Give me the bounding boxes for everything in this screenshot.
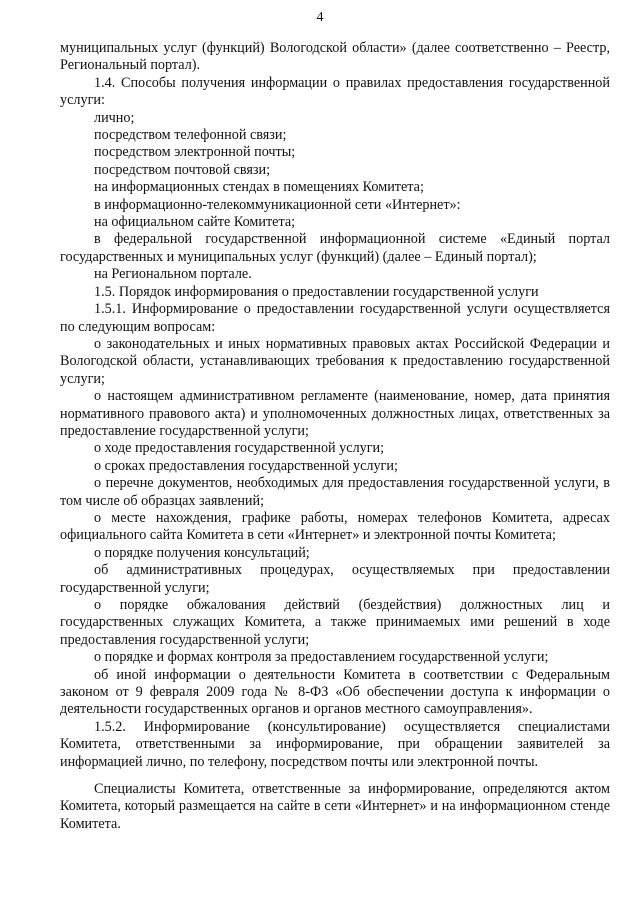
section-1-5-1-intro: 1.5.1. Информирование о предоставлении государственной услуги осуществляется по следующим вопросам: (60, 301, 610, 335)
list-item-consultations: о порядке получения консультаций; (94, 544, 310, 561)
list-item-regulation: о настоящем административном регламенте (наименование, номер, дата принятия нормативного правового акта) и уполномоченных должностных лицах, ответственных за предоставление государственной услуги; (60, 388, 610, 439)
list-item-post: посредством почтовой связи; (94, 161, 271, 178)
list-item-legislation: о законодательных и иных нормативных правовых актах Российской Федерации и Вологодской области, устанавливающих требования к предоставлению государственной услуги; (60, 335, 610, 387)
list-item-unified-portal: в федеральной государственной информационной системе «Единый портал государственных и муниципальных услуг (функций) (далее – Единый портал); (60, 231, 610, 265)
section-1-5-heading: 1.5. Порядок информирования о предоставлении государственной услуги (94, 283, 539, 300)
list-item-progress: о ходе предоставления государственной услуги; (94, 440, 385, 457)
list-item-phone: посредством телефонной связи; (94, 127, 287, 144)
list-item-other-info: об иной информации о деятельности Комитета в соответствии с Федеральным законом от 9 февраля 2009 года № 8-ФЗ «Об обеспечении доступа к информации о деятельности государственных органов и органов местного самоуправления». (60, 666, 610, 718)
paragraph-specialists: Специалисты Комитета, ответственные за информирование, определяются актом Комитета, который размещается на сайте в сети «Интернет» и на информационном стенде Комитета. (60, 781, 610, 832)
list-item-location: о месте нахождения, графике работы, номерах телефонов Комитета, адресах официального сайта Комитета в сети «Интернет» и электронной почты Комитета; (60, 509, 610, 544)
list-item-documents: о перечне документов, необходимых для предоставления государственной услуги, в том числе об образцах заявлений; (60, 475, 610, 509)
list-item-appeals: о порядке обжалования действий (бездействия) должностных лиц и государственных служащих Комитета, а также принимаемых ими решений в ходе предоставления государственной услуги; (60, 597, 610, 648)
paragraph-reestr: муниципальных услуг (функций) Вологодской области» (далее соответственно – Реестр, Региональный портал). (60, 40, 610, 74)
section-1-4-heading: 1.4. Способы получения информации о правилах предоставления государственной услуги: (60, 74, 610, 109)
list-item-personally: лично; (94, 109, 135, 126)
list-item-official-site: на официальном сайте Комитета; (94, 214, 296, 231)
list-item-deadlines: о сроках предоставления государственной услуги; (94, 457, 398, 474)
list-item-procedures: об административных процедурах, осуществляемых при предоставлении государственной услуги; (60, 562, 610, 596)
section-1-5-2: 1.5.2. Информирование (консультирование) осуществляется специалистами Комитета, ответственными за информирование, при обращении заявителей за информацией лично, по телефону, посредством почты или электронной почты. (60, 718, 610, 770)
list-item-control: о порядке и формах контроля за предоставлением государственной услуги; (94, 649, 549, 666)
list-item-internet: в информационно-телекоммуникационной сети «Интернет»: (94, 196, 461, 213)
document-body (60, 40, 610, 833)
list-item-regional-portal: на Региональном портале. (94, 266, 252, 283)
list-item-email: посредством электронной почты; (94, 144, 296, 161)
page-number: 4 (316, 10, 324, 25)
list-item-stands: на информационных стендах в помещениях Комитета; (94, 179, 424, 196)
